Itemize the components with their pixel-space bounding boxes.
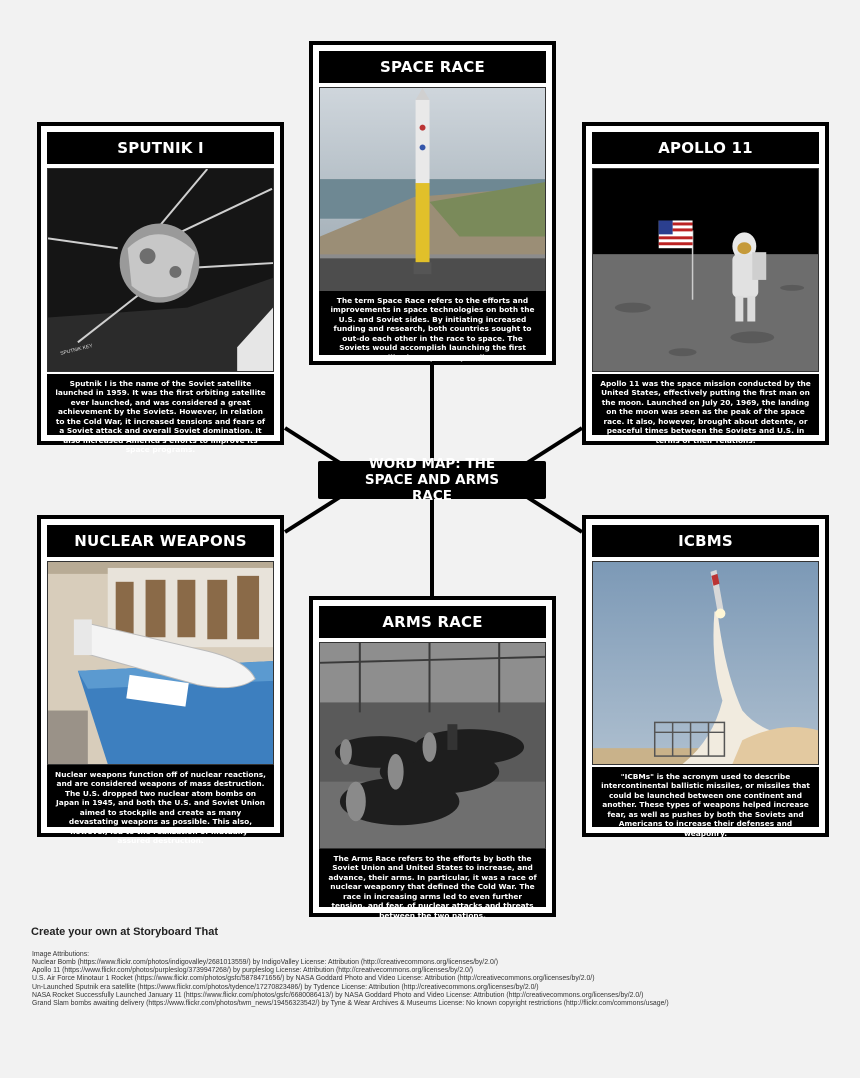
card-title: SPUTNIK I bbox=[47, 132, 274, 164]
connector-icbms bbox=[527, 497, 582, 532]
card-description: Sputnik I is the name of the Soviet satellite launched in 1959. It was the first orbiting satellite ever launched, and was considered a great achievement by the Soviets. However, in relation to the Cold War, it increased tensions and fears of a Soviet attack and overall Soviet domination. It also increased America's efforts to improve its space programs. bbox=[47, 374, 274, 435]
astronaut-on-moon-photo bbox=[592, 168, 819, 372]
card-description: Nuclear weapons function off of nuclear reactions, and are considered weapons of mass destruction. The U.S. dropped two nuclear atom bombs on Japan in 1945, and both the U.S. and Soviet Union aimed to stockpile and create as many devastating weapons as possible. This also, however, led to the realization of mutually-assured destruction. bbox=[47, 765, 274, 827]
connector-apollo bbox=[527, 428, 582, 463]
card-arms-race bbox=[309, 596, 556, 920]
attribution-line: Apollo 11 (https://www.flickr.com/photos/purpleslog/3739947268/) by purpleslog License: Attribution (http://creativecommons.org/licenses/by/2.0/) bbox=[32, 967, 474, 975]
rocket-on-launch-pad-photo bbox=[319, 87, 546, 293]
attribution-line: Grand Slam bombs awaiting delivery (https://www.flickr.com/photos/twm_news/19456323542/) by Tyne & Wear Archives & Museums License: No known copyright restrictions (http://flickr.com/commons/usage/) bbox=[32, 999, 669, 1007]
attribution-line: NASA Rocket Successfully Launched January 11 (https://www.flickr.com/photos/gsfc/6680086413/) by NASA Goddard Photo and Video License: Attribution (http://creativecommons.org/licenses/by/2.0/) bbox=[32, 991, 644, 999]
sputnik-satellite-photo bbox=[47, 168, 274, 372]
card-nuclear bbox=[37, 515, 284, 846]
nuclear-bomb-museum-photo bbox=[47, 561, 274, 765]
card-title: NUCLEAR WEAPONS bbox=[47, 525, 274, 557]
card-title: ARMS RACE bbox=[319, 606, 546, 638]
storyboard-that-link[interactable]: Create your own at Storyboard That bbox=[31, 926, 219, 938]
attribution-line: Nuclear Bomb (https://www.flickr.com/photos/indigovalley/2681013559/) by IndigoValley License: Attribution (http://creativecommons.org/licenses/by/2.0/) bbox=[32, 959, 498, 967]
card-title: SPACE RACE bbox=[319, 51, 546, 83]
center-node-label: WORD MAP: THE SPACE AND ARMS RACE bbox=[364, 455, 500, 505]
connector-nuclear bbox=[285, 497, 340, 532]
card-icbms bbox=[582, 515, 829, 837]
attribution-line: Un-Launched Sputnik era satellite (https://www.flickr.com/photos/tydence/17270823486/) by Tydence License: Attribution (http://creativecommons.org/licenses/by/2.0/) bbox=[32, 983, 539, 991]
card-description: "ICBMs" is the acronym used to describe intercontinental ballistic missiles, or missiles that could be launched between one continent and another. These types of weapons helped increase fear, as well as pushes by both the Soviets and Americans to increase their defenses and weaponry. bbox=[592, 767, 819, 827]
card-description: The Arms Race refers to the efforts by both the Soviet Union and United States to increase, and advance, their arms. In particular, it was a race of nuclear weaponry that defined the Cold War. The race in increasing arms led to even further tension, and fear, of nuclear attacks and threats between the two nations. bbox=[319, 849, 546, 907]
card-sputnik bbox=[37, 122, 284, 455]
card-description: Apollo 11 was the space mission conducted by the United States, effectively putting the first man on the moon. Launched on July 20, 1969, the landing on the moon was seen as the peak of the space race. It also, however, brought about detente, or peaceful times between the Soviets and U.S. in terms of their relations. bbox=[592, 374, 819, 435]
card-space-race bbox=[309, 41, 556, 365]
grand-slam-bombs-photo bbox=[319, 642, 546, 849]
missile-launch-photo bbox=[592, 561, 819, 765]
card-apollo bbox=[582, 122, 829, 445]
image-attributions bbox=[32, 951, 832, 1008]
connector-sputnik bbox=[285, 428, 340, 463]
card-title: APOLLO 11 bbox=[592, 132, 819, 164]
attribution-line: U.S. Air Force Minotaur 1 Rocket (https://www.flickr.com/photos/gsfc/5878471656/) by NASA Goddard Photo and Video License: Attribution (http://creativecommons.org/licenses/by/2.0/) bbox=[32, 975, 595, 983]
photo-caption: SPUTNIK KEY bbox=[59, 343, 94, 357]
attributions-heading: Image Attributions: bbox=[32, 951, 90, 958]
word-map-center-node bbox=[318, 455, 546, 505]
card-title: ICBMS bbox=[592, 525, 819, 557]
card-description: The term Space Race refers to the efforts and improvements in space technologies on both the U.S. and Soviet sides. By initiating increased funding and research, both countries sought to out-do each other in the race to space. The Soviets would accomplish launching the first satellite into space, Sputnik I. bbox=[319, 291, 546, 355]
